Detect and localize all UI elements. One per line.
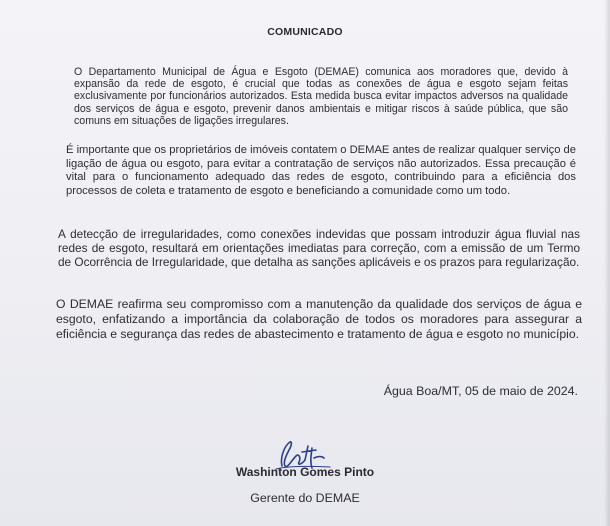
paragraph-1: O Departamento Municipal de Água e Esgoto (DEMAE) comunica aos moradores que, devido à expansão da rede de esgoto, é crucial que todas as conexões de água e esgoto sejam feitas exclusivamente por funcionários autorizados. Esta medida busca evitar impactos adversos na qualidade dos serviços de água e esgoto, prevenir danos ambientais e mitigar riscos à saúde pública, que são comuns em situações de ligações irregulares. — [74, 66, 568, 127]
signatory-role: Gerente do DEMAE — [250, 491, 360, 505]
signatory-name: Washinton Gomes Pinto — [235, 465, 375, 479]
paragraph-4: O DEMAE reafirma seu compromisso com a manutenção da qualidade dos serviços de água e esgoto, enfatizando a importância da colaboração de todos os moradores para assegurar a eficiência e segurança das redes de abastecimento e tratamento de água e esgoto no município. — [56, 297, 582, 341]
paragraph-2: É importante que os proprietários de imóveis contatem o DEMAE antes de realizar qualquer serviço de ligação de água ou esgoto, para evitar a contratação de serviços não autorizados. Essa precaução é vital para o funcionamento adequado das redes de esgoto, contribuindo para a eficiência dos processos de coleta e tratamento de esgoto e beneficiando a comunidade como um todo. — [66, 144, 576, 197]
document-title: COMUNICADO — [267, 26, 343, 38]
paragraph-3: A detecção de irregularidades, como conexões indevidas que possam introduzir água fluvial nas redes de esgoto, resultará em orientações imediatas para correção, com a emissão de um Termo de Ocorrência de Irregularidade, que detalha as sanções aplicáveis e os prazos para regularização. — [58, 227, 580, 270]
page-edge-shadow — [604, 0, 610, 526]
place-date: Água Boa/MT, 05 de maio de 2024. — [383, 384, 578, 398]
